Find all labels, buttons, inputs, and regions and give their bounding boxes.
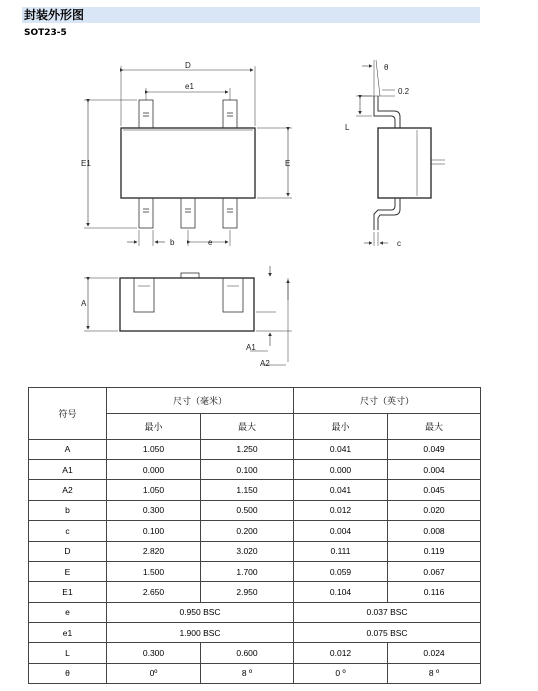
cell-symbol: D	[29, 541, 107, 561]
table-row	[29, 663, 481, 683]
cell-in-min: 0.059	[294, 561, 388, 581]
cell-in-min: 0.104	[294, 582, 388, 602]
cell-in-max: 0.020	[388, 500, 481, 520]
cell-inch-bsc: 0.075 BSC	[294, 622, 481, 642]
table-row	[29, 582, 481, 602]
cell-mm-max: 8 º	[201, 663, 294, 683]
cell-mm-min: 1.050	[107, 480, 201, 500]
cell-mm-max: 1.150	[201, 480, 294, 500]
cell-mm-min: 0º	[107, 663, 201, 683]
front-view	[84, 266, 292, 365]
cell-mm-min: 2.820	[107, 541, 201, 561]
cell-symbol: θ	[29, 663, 107, 683]
lead-top-right	[223, 100, 237, 128]
label-A: A	[81, 299, 87, 308]
cell-mm-min: 2.650	[107, 582, 201, 602]
table-row	[29, 602, 481, 622]
symbol-header: 符号	[29, 388, 107, 440]
label-A1: A1	[246, 343, 256, 352]
label-E: E	[285, 159, 291, 168]
label-b: b	[170, 238, 175, 247]
table-row	[29, 460, 481, 480]
cell-mm-max: 1.250	[201, 439, 294, 459]
label-lead-thickness: 0.2	[398, 87, 410, 96]
cell-mm-min: 0.300	[107, 500, 201, 520]
table-row	[29, 541, 481, 561]
cell-symbol: e	[29, 602, 107, 622]
cell-symbol: A1	[29, 460, 107, 480]
mm-header: 尺寸（毫米）	[107, 388, 294, 414]
top-view	[84, 66, 292, 246]
cell-in-min: 0.041	[294, 480, 388, 500]
lead-bottom-1	[139, 198, 153, 228]
label-L: L	[345, 123, 350, 132]
label-e1: e1	[185, 82, 194, 91]
label-e: e	[208, 238, 213, 247]
cell-in-max: 0.049	[388, 439, 481, 459]
cell-mm-min: 0.100	[107, 521, 201, 541]
table-row	[29, 643, 481, 663]
package-body-top	[121, 128, 255, 198]
package-body-side	[378, 128, 431, 198]
cell-in-max: 0.067	[388, 561, 481, 581]
inch-max-header: 最大	[388, 413, 481, 439]
table-header-row	[29, 388, 481, 414]
label-theta: θ	[384, 63, 389, 72]
cell-symbol: A	[29, 439, 107, 459]
cell-in-max: 0.008	[388, 521, 481, 541]
cell-mm-max: 0.100	[201, 460, 294, 480]
lead-front-left	[134, 278, 154, 312]
cell-mm-min: 1.050	[107, 439, 201, 459]
cell-symbol: E1	[29, 582, 107, 602]
cell-mm-max: 1.700	[201, 561, 294, 581]
cell-mm-min: 0.000	[107, 460, 201, 480]
mm-max-header: 最大	[201, 413, 294, 439]
mm-min-header: 最小	[107, 413, 201, 439]
table-row	[29, 480, 481, 500]
cell-in-min: 0.012	[294, 500, 388, 520]
table-row	[29, 622, 481, 642]
cell-symbol: L	[29, 643, 107, 663]
cell-in-max: 0.024	[388, 643, 481, 663]
cell-in-min: 0.111	[294, 541, 388, 561]
label-c: c	[397, 239, 401, 248]
cell-mm-max: 3.020	[201, 541, 294, 561]
label-E1: E1	[81, 159, 91, 168]
cell-mm-bsc: 0.950 BSC	[107, 602, 294, 622]
cell-symbol: c	[29, 521, 107, 541]
cell-in-max: 8 º	[388, 663, 481, 683]
label-A2: A2	[260, 359, 270, 368]
table-row	[29, 521, 481, 541]
cell-in-min: 0.004	[294, 521, 388, 541]
cell-mm-bsc: 1.900 BSC	[107, 622, 294, 642]
lead-bottom-2	[181, 198, 195, 228]
lead-top-left	[139, 100, 153, 128]
section-title: 封装外形图	[24, 8, 85, 22]
cell-in-min: 0.012	[294, 643, 388, 663]
cell-in-max: 0.045	[388, 480, 481, 500]
table-row	[29, 500, 481, 520]
cell-inch-bsc: 0.037 BSC	[294, 602, 481, 622]
table-row	[29, 439, 481, 459]
cell-symbol: E	[29, 561, 107, 581]
lead-bottom-3	[223, 198, 237, 228]
cell-in-min: 0 º	[294, 663, 388, 683]
cell-in-min: 0.000	[294, 460, 388, 480]
package-name: SOT23-5	[24, 28, 67, 38]
cell-mm-max: 2.950	[201, 582, 294, 602]
cell-in-max: 0.119	[388, 541, 481, 561]
cell-symbol: A2	[29, 480, 107, 500]
cell-in-max: 0.004	[388, 460, 481, 480]
cell-mm-min: 0.300	[107, 643, 201, 663]
label-D: D	[185, 61, 191, 70]
cell-mm-max: 0.600	[201, 643, 294, 663]
cell-mm-min: 1.500	[107, 561, 201, 581]
cell-in-max: 0.116	[388, 582, 481, 602]
cell-symbol: b	[29, 500, 107, 520]
lead-front-right	[223, 278, 243, 312]
cell-in-min: 0.041	[294, 439, 388, 459]
cell-symbol: e1	[29, 622, 107, 642]
cell-mm-max: 0.200	[201, 521, 294, 541]
cell-mm-max: 0.500	[201, 500, 294, 520]
inch-min-header: 最小	[294, 413, 388, 439]
dimension-table	[28, 387, 481, 684]
inch-header: 尺寸（英寸）	[294, 388, 481, 414]
table-row	[29, 561, 481, 581]
